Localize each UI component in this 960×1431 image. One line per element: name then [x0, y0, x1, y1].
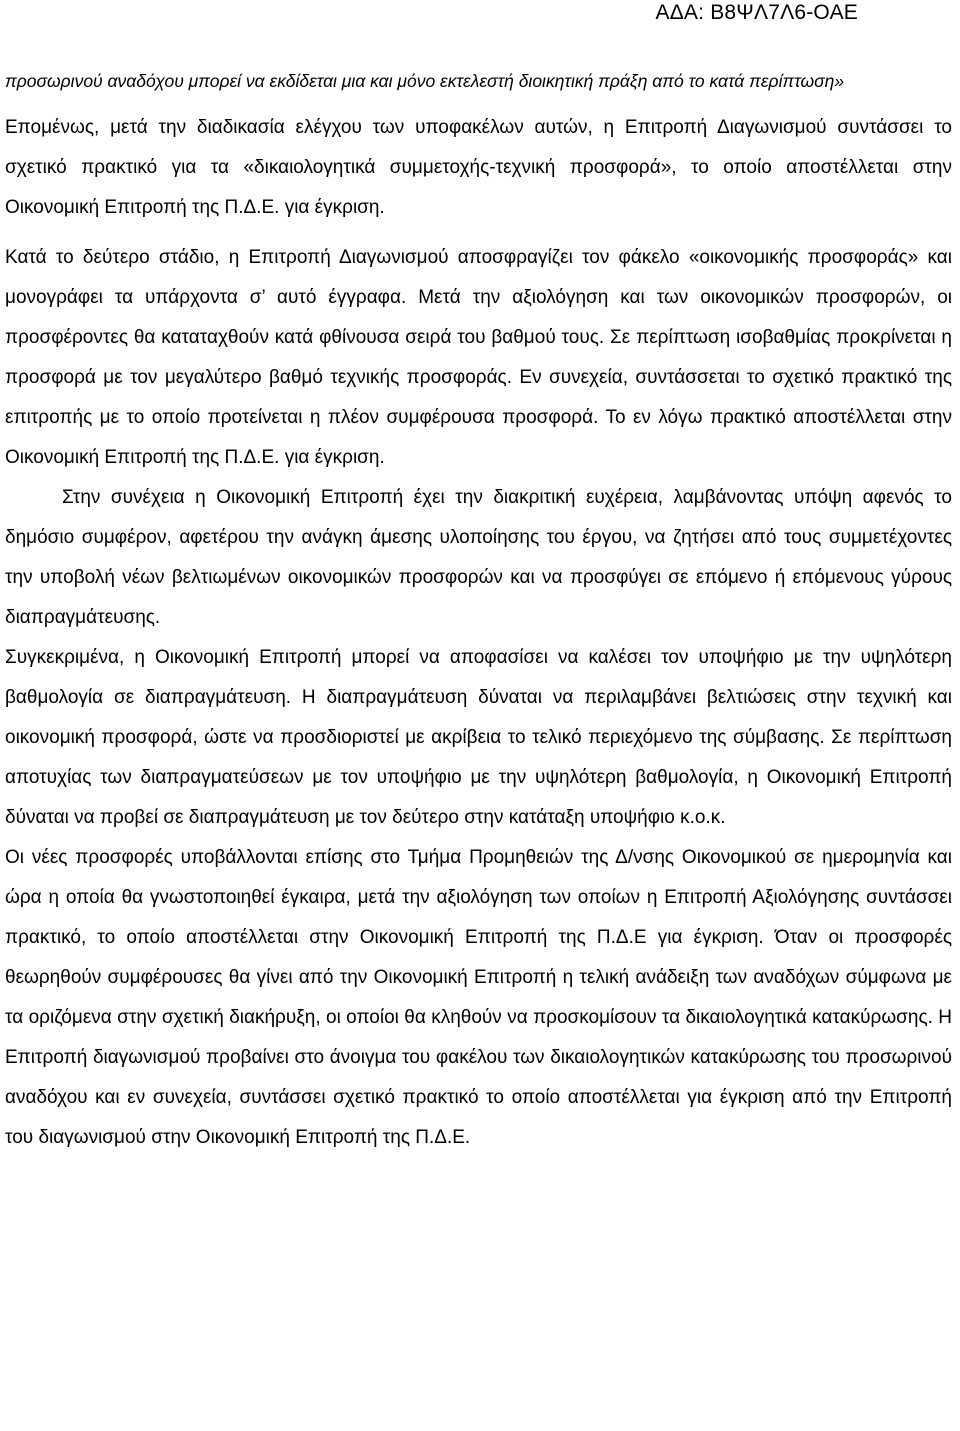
paragraph-second-stage: Κατά το δεύτερο στάδιο, η Επιτροπή Διαγωνισμού αποσφραγίζει τον φάκελο «οικονομικής προσφοράς» και μονογράφει τα υπάρχοντα σ’ αυτό έγγραφα. Μετά την αξιολόγηση και των οικονομικών προσφορών, οι προσφέροντες θα καταταχθούν κατά φθίνουσα σειρά του βαθμού τους. Σε περίπτωση ισοβαθμίας προκρίνεται η προσφορά με τον μεγαλύτερο βαθμό τεχνικής προσφοράς. Εν συνεχεία, συντάσσεται το σχετικό πρακτικό της επιτροπής με το οποίο προτείνεται η πλέον συμφέρουσα προσφορά. Το εν λόγω πρακτικό αποστέλλεται στην Οικονομική Επιτροπή της Π.Δ.Ε. για έγκριση.	[5, 247, 952, 468]
paragraph-committee-report: Επομένως, μετά την διαδικασία ελέγχου των υποφακέλων αυτών, η Επιτροπή Διαγωνισμού συντάσσει το σχετικό πρακτικό για τα «δικαιολογητικά συμμετοχής-τεχνική προσφορά», το οποίο αποστέλλεται στην Οικονομική Επιτροπή της Π.Δ.Ε. για έγκριση.	[5, 117, 952, 218]
paragraph-negotiation-details: Συγκεκριμένα, η Οικονομική Επιτροπή μπορεί να αποφασίσει να καλέσει τον υποψήφιο με την υψηλότερη βαθμολογία σε διαπραγμάτευση. Η διαπραγμάτευση δύναται να περιλαμβάνει βελτιώσεις στην τεχνική και οικονομική προσφορά, ώστε να προσδιοριστεί με ακρίβεια το τελικό περιεχόμενο της σύμβασης. Σε περίπτωση αποτυχίας των διαπραγματεύσεων με τον υποψήφιο με την υψηλότερη βαθμολογία, η Οικονομική Επιτροπή δύναται να προβεί σε διαπραγμάτευση με τον δεύτερο στην κατάταξη υποψήφιο κ.ο.κ.	[5, 647, 952, 828]
paragraph-new-offers: Οι νέες προσφορές υποβάλλονται επίσης στο Τμήμα Προμηθειών της Δ/νσης Οικονομικού σε ημερομηνία και ώρα η οποία θα γνωστοποιηθεί έγκαιρα, μετά την αξιολόγηση των οποίων η Επιτροπή Αξιολόγησης συντάσσει πρακτικό, το οποίο αποστέλλεται στην Οικονομική Επιτροπή της Π.Δ.Ε για έγκριση. Όταν οι προσφορές θεωρηθούν συμφέρουσες θα γίνει από την Οικονομική Επιτροπή η τελική ανάδειξη των αναδόχων σύμφωνα με τα οριζόμενα στην σχετική διακήρυξη, οι οποίοι θα κληθούν να προσκομίσουν τα δικαιολογητικά κατακύρωσης. Η Επιτροπή διαγωνισμού προβαίνει στο άνοιγμα του φακέλου των δικαιολογητικών κατακύρωσης του προσωρινού αναδόχου και εν συνεχεία, συντάσσει σχετικό πρακτικό το οποίο αποστέλλεται για έγκριση από την Επιτροπή του διαγωνισμού στην Οικονομική Επιτροπή της Π.Δ.Ε.	[5, 847, 952, 1148]
ada-code: ΑΔΑ: Β8ΨΛ7Λ6-ΟΑΕ	[655, 1, 858, 24]
document-body	[5, 64, 952, 1158]
paragraph-italic-continuation: προσωρινού αναδόχου μπορεί να εκδίδεται μια και μόνο εκτελεστή διοικητική πράξη από το κατά περίπτωση»	[5, 71, 845, 91]
paragraph-negotiation-discretion: Στην συνέχεια η Οικονομική Επιτροπή έχει την διακριτική ευχέρεια, λαμβάνοντας υπόψη αφενός το δημόσιο συμφέρον, αφετέρου την ανάγκη άμεσης υλοποίησης του έργου, να ζητήσει από τους συμμετέχοντες την υποβολή νέων βελτιωμένων οικονομικών προσφορών και να προσφύγει σε επόμενο ή επόμενους γύρους διαπραγμάτευσης.	[5, 487, 952, 628]
